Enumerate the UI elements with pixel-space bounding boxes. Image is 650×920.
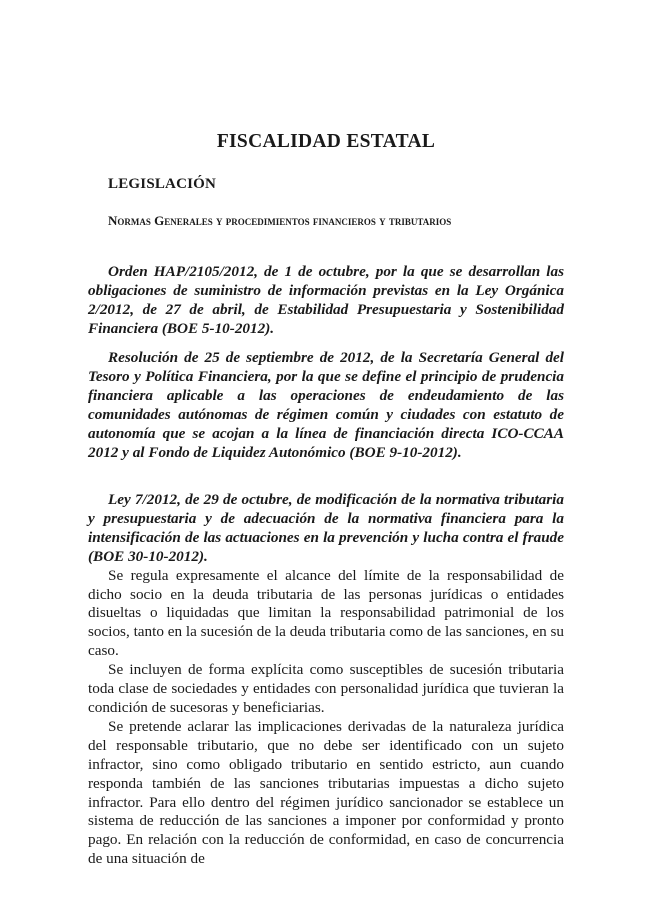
section-heading: LEGISLACIÓN (108, 176, 217, 192)
body-paragraph: Se regula expresamente el alcance del límite de la responsabilidad de dicho socio en la deuda tributaria de las personas jurídicas o entidades disueltas o liquidadas que limitan la responsabilidad patrimonial de los socios, tanto en la sucesión de la deuda tributaria como de las sanciones, en su caso. (88, 566, 564, 660)
entry-title: Orden HAP/2105/2012, de 1 de octubre, por la que se desarrollan las obligaciones de suministro de información previstas en la Ley Orgánica 2/2012, de 27 de abril, de Estabilidad Presupuestaria y Sostenibilidad Financiera (BOE 5-10-2012). (88, 263, 564, 337)
legislation-entry (88, 263, 564, 339)
legislation-entry (88, 349, 564, 462)
page-title: FISCALIDAD ESTATAL (216, 131, 436, 152)
body-paragraph: Se incluyen de forma explícita como susceptibles de sucesión tributaria toda clase de sociedades y entidades con personalidad jurídica que tuvieran la condición de sucesoras y beneficiarias. (88, 661, 564, 716)
body-paragraph: Se pretende aclarar las implicaciones derivadas de la naturaleza jurídica del responsable tributario, que no debe ser identificado con un sujeto infractor, sino como obligado tributario en sentido estricto, aun cuando responda también de las sanciones tributarias impuestas a dicho sujeto infractor. Para ello dentro del régimen jurídico sancionador se establece un sistema de reducción de las sanciones a imponer por conformidad y pronto pago. En relación con la reducción de conformidad, en caso de concurrencia de una situación de (88, 717, 564, 868)
entry-title: Resolución de 25 de septiembre de 2012, de la Secretaría General del Tesoro y Política Financiera, por la que se define el principio de prudencia financiera aplicable a las operaciones de endeudamiento de las comunidades autónomas de régimen común y ciudades con estatuto de autonomía que se acojan a la línea de financiación directa ICO-CCAA 2012 y al Fondo de Liquidez Autonómico (BOE 9-10-2012). (88, 349, 564, 461)
entry-title: Ley 7/2012, de 29 de octubre, de modificación de la normativa tributaria y presupuestaria y de adecuación de la normativa financiera para la intensificación de las actuaciones en la prevención y lucha contra el fraude (BOE 30-10-2012). (88, 491, 564, 565)
subsection-heading: Normas Generales y procedimientos financieros y tributarios (108, 213, 452, 228)
legislation-entry (88, 491, 564, 869)
